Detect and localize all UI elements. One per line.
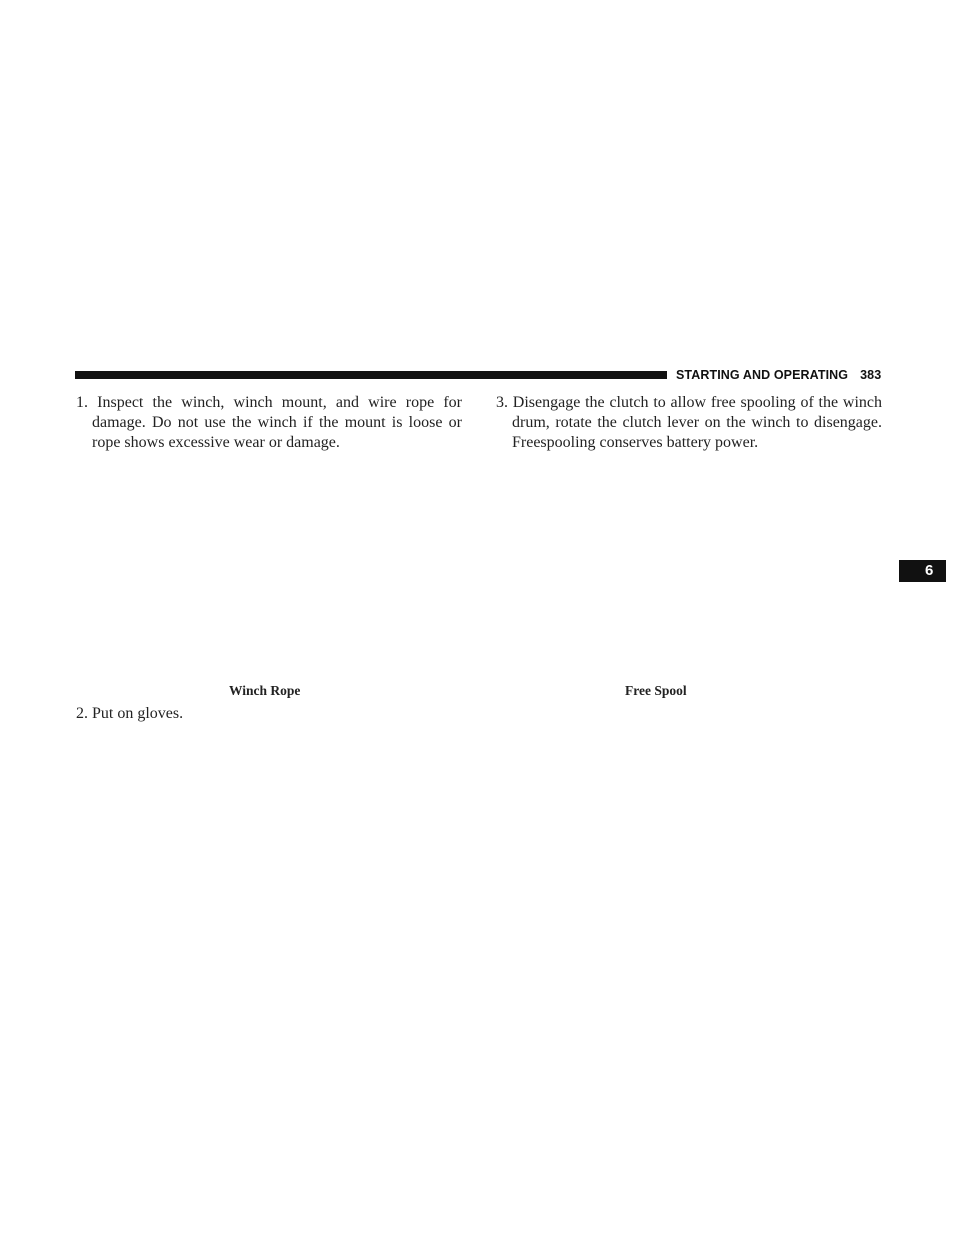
right-column: [496, 393, 882, 453]
section-title: STARTING AND OPERATING: [676, 368, 849, 382]
left-column: [76, 393, 462, 453]
figure-caption-winch-rope: Winch Rope: [229, 683, 301, 698]
chapter-tab: 6: [899, 560, 946, 582]
step-1-text: 1. Inspect the winch, winch mount, and wire rope for damage. Do not use the winch if the mount is loose or rope shows excessive wear or damage.: [76, 394, 462, 451]
running-header: [676, 366, 881, 384]
figure-caption-free-spool: Free Spool: [625, 683, 687, 698]
step-3-text: 3. Disengage the clutch to allow free spooling of the winch drum, rotate the clutch lever on the winch to disengage. Freespooling conserves battery power.: [496, 394, 882, 451]
step-2-text: 2. Put on gloves.: [76, 705, 184, 722]
page-number: 383: [860, 368, 882, 382]
header-rule: [75, 371, 667, 379]
